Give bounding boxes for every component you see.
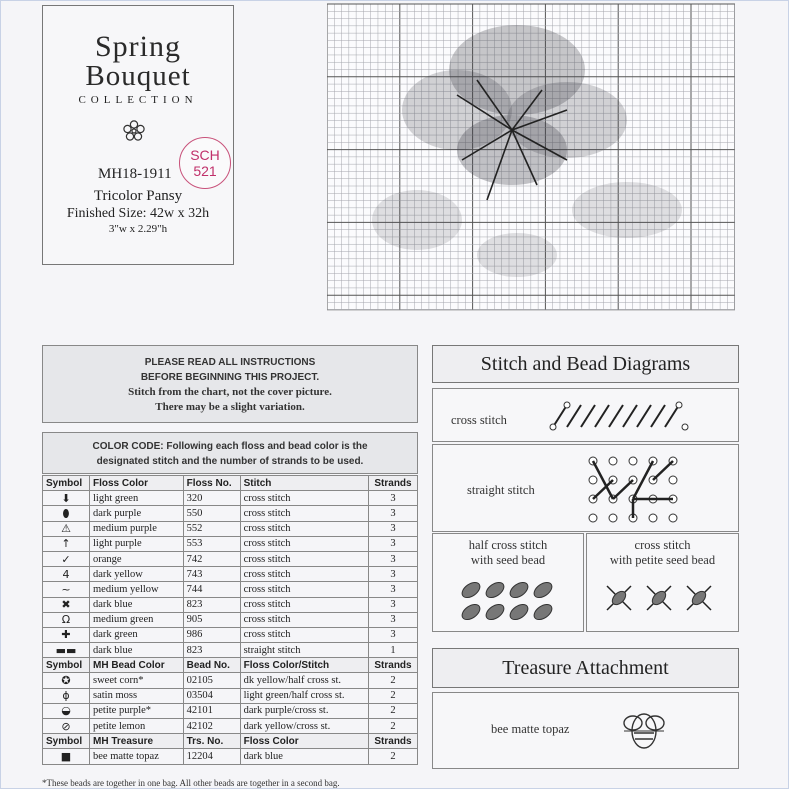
chart-symbol-icon: ■ xyxy=(43,749,90,764)
legend-row xyxy=(43,749,418,764)
legend-cell: dark green xyxy=(90,627,184,642)
chart-symbol-icon: ↑ xyxy=(43,536,90,551)
chart-symbol-icon: ɸ xyxy=(43,688,90,703)
legend-cell: cross stitch xyxy=(240,567,368,582)
legend-cell: 2 xyxy=(369,719,418,734)
color-legend-table xyxy=(42,475,418,765)
legend-cell: 42101 xyxy=(183,703,240,718)
instructions-line-4: There may be a slight variation. xyxy=(155,401,305,413)
legend-row xyxy=(43,551,418,566)
half-cross-label-2: with seed bead xyxy=(470,553,546,567)
legend-cell: 743 xyxy=(183,567,240,582)
chart-symbol-icon: ⬮ xyxy=(43,506,90,521)
legend-cell: sweet corn* xyxy=(90,673,184,688)
brand-line-1: Spring xyxy=(94,30,181,63)
legend-cell: 03504 xyxy=(183,688,240,703)
legend-cell: 3 xyxy=(369,506,418,521)
chart-symbol-icon: ✓ xyxy=(43,551,90,566)
legend-cell: petite lemon xyxy=(90,719,184,734)
legend-header-cell: Bead No. xyxy=(183,658,240,673)
legend-cell: dark blue xyxy=(90,597,184,612)
chart-symbol-icon: ~ xyxy=(43,582,90,597)
legend-cell: light green xyxy=(90,491,184,506)
legend-header-cell: Floss Color/Stitch xyxy=(240,658,368,673)
legend-header-cell: Strands xyxy=(369,658,418,673)
legend-cell: 2 xyxy=(369,673,418,688)
legend-cell: 986 xyxy=(183,627,240,642)
legend-header-row xyxy=(43,476,418,491)
legend-cell: 1 xyxy=(369,643,418,658)
legend-cell: 552 xyxy=(183,521,240,536)
color-code-line-2: designated stitch and the number of strands to be used. xyxy=(96,456,364,467)
legend-cell: cross stitch xyxy=(240,612,368,627)
legend-row xyxy=(43,688,418,703)
legend-cell: 3 xyxy=(369,567,418,582)
seed-bead-icon xyxy=(455,576,563,626)
legend-row xyxy=(43,506,418,521)
legend-cell: 2 xyxy=(369,703,418,718)
legend-row xyxy=(43,627,418,642)
chart-symbol-icon: ⚠ xyxy=(43,521,90,536)
legend-header-cell: MH Treasure xyxy=(90,734,184,749)
treasure-attachment-label: bee matte topaz xyxy=(491,722,570,736)
chart-symbol-icon: Ω xyxy=(43,612,90,627)
legend-cell: 3 xyxy=(369,612,418,627)
legend-cell: 3 xyxy=(369,627,418,642)
half-cross-bead-diagram xyxy=(432,533,584,632)
legend-cell: dark blue xyxy=(240,749,368,764)
legend-cell: 2 xyxy=(369,749,418,764)
legend-cell: 3 xyxy=(369,582,418,597)
legend-cell: cross stitch xyxy=(240,491,368,506)
legend-row xyxy=(43,521,418,536)
petite-bead-icon xyxy=(601,578,725,618)
stamp-line-1: SCH xyxy=(190,147,220,163)
legend-header-row xyxy=(43,658,418,673)
legend-row xyxy=(43,567,418,582)
legend-cell: petite purple* xyxy=(90,703,184,718)
instructions-line-1: PLEASE READ ALL INSTRUCTIONS xyxy=(144,357,316,368)
straight-stitch-label: straight stitch xyxy=(467,483,535,497)
product-code: MH18-1911 xyxy=(98,166,172,182)
legend-header-cell: Symbol xyxy=(43,734,90,749)
legend-cell: 553 xyxy=(183,536,240,551)
cross-stitch-label: cross stitch xyxy=(451,413,507,427)
legend-cell: dark yellow xyxy=(90,567,184,582)
legend-row xyxy=(43,536,418,551)
stitch-diagrams-title: Stitch and Bead Diagrams xyxy=(432,345,739,383)
instructions-line-3: Stitch from the chart, not the cover picture. xyxy=(128,386,332,398)
legend-cell: 2 xyxy=(369,688,418,703)
legend-cell: 742 xyxy=(183,551,240,566)
legend-row xyxy=(43,597,418,612)
legend-row xyxy=(43,719,418,734)
finished-size-inches: 3"w x 2.29"h xyxy=(108,223,168,235)
legend-cell: straight stitch xyxy=(240,643,368,658)
flower-icon xyxy=(121,118,147,144)
cross-petite-label-2: with petite seed bead xyxy=(609,553,716,567)
cross-stitch-diagram xyxy=(432,388,739,442)
legend-cell: light green/half cross st. xyxy=(240,688,368,703)
sch-stamp xyxy=(179,137,231,189)
legend-cell: cross stitch xyxy=(240,521,368,536)
chart-symbol-icon: ✖ xyxy=(43,597,90,612)
cross-petite-label-1: cross stitch xyxy=(634,538,691,552)
bee-charm-icon xyxy=(621,703,667,759)
legend-cell: 320 xyxy=(183,491,240,506)
legend-header-cell: Floss No. xyxy=(183,476,240,491)
footnote: *These beads are together in one bag. All other beads are together in a second bag. xyxy=(42,778,340,788)
treasure-attachment-diagram xyxy=(432,692,739,769)
legend-row xyxy=(43,612,418,627)
legend-header-cell: Stitch xyxy=(240,476,368,491)
legend-header-cell: Trs. No. xyxy=(183,734,240,749)
legend-cell: cross stitch xyxy=(240,536,368,551)
legend-cell: dk yellow/half cross st. xyxy=(240,673,368,688)
legend-cell: 3 xyxy=(369,536,418,551)
legend-cell: dark purple xyxy=(90,506,184,521)
instructions-box xyxy=(42,345,418,423)
legend-header-row xyxy=(43,734,418,749)
stamp-line-2: 521 xyxy=(193,163,217,179)
legend-cell: 3 xyxy=(369,597,418,612)
chart-symbol-icon: ◒ xyxy=(43,703,90,718)
legend-cell: 3 xyxy=(369,551,418,566)
legend-cell: 3 xyxy=(369,491,418,506)
legend-cell: 42102 xyxy=(183,719,240,734)
legend-row xyxy=(43,491,418,506)
legend-cell: satin moss xyxy=(90,688,184,703)
pattern-chart xyxy=(327,0,735,313)
chart-symbol-icon: ⬇ xyxy=(43,491,90,506)
legend-row xyxy=(43,582,418,597)
legend-cell: bee matte topaz xyxy=(90,749,184,764)
legend-cell: dark yellow/cross st. xyxy=(240,719,368,734)
legend-cell: 02105 xyxy=(183,673,240,688)
legend-cell: 12204 xyxy=(183,749,240,764)
chart-symbol-icon: ✪ xyxy=(43,673,90,688)
cross-stitch-icon xyxy=(545,397,700,433)
legend-cell: dark blue xyxy=(90,643,184,658)
legend-cell: 823 xyxy=(183,597,240,612)
finished-size: Finished Size: 42w x 32h xyxy=(66,206,210,221)
legend-cell: 3 xyxy=(369,521,418,536)
straight-stitch-diagram xyxy=(432,444,739,532)
legend-cell: medium yellow xyxy=(90,582,184,597)
instructions-line-2: BEFORE BEGINNING THIS PROJECT. xyxy=(140,372,320,383)
legend-cell: dark purple/cross st. xyxy=(240,703,368,718)
legend-row xyxy=(43,643,418,658)
chart-symbol-icon: ▬▬ xyxy=(43,643,90,658)
legend-cell: 905 xyxy=(183,612,240,627)
chart-symbol-icon: ✚ xyxy=(43,627,90,642)
legend-cell: cross stitch xyxy=(240,506,368,521)
legend-cell: 744 xyxy=(183,582,240,597)
half-cross-label-1: half cross stitch xyxy=(468,538,548,552)
legend-cell: medium green xyxy=(90,612,184,627)
legend-cell: 550 xyxy=(183,506,240,521)
legend-header-cell: Floss Color xyxy=(90,476,184,491)
legend-cell: cross stitch xyxy=(240,597,368,612)
legend-row xyxy=(43,703,418,718)
cross-petite-bead-diagram xyxy=(586,533,739,632)
design-name: Tricolor Pansy xyxy=(93,188,183,204)
treasure-attachment-title: Treasure Attachment xyxy=(432,648,739,688)
straight-stitch-icon xyxy=(583,453,693,525)
legend-header-cell: Floss Color xyxy=(240,734,368,749)
legend-row xyxy=(43,673,418,688)
chart-symbol-icon: ⊘ xyxy=(43,719,90,734)
brand-line-2: Bouquet xyxy=(85,60,191,92)
brand-line-3: COLLECTION xyxy=(78,94,198,106)
chart-symbol-icon: 4 xyxy=(43,567,90,582)
legend-header-cell: Symbol xyxy=(43,476,90,491)
legend-cell: cross stitch xyxy=(240,582,368,597)
legend-cell: orange xyxy=(90,551,184,566)
legend-cell: medium purple xyxy=(90,521,184,536)
legend-header-cell: Strands xyxy=(369,734,418,749)
legend-cell: cross stitch xyxy=(240,627,368,642)
legend-cell: 823 xyxy=(183,643,240,658)
legend-header-cell: Symbol xyxy=(43,658,90,673)
legend-header-cell: MH Bead Color xyxy=(90,658,184,673)
legend-header-cell: Strands xyxy=(369,476,418,491)
legend-cell: light purple xyxy=(90,536,184,551)
color-code-line-1: COLOR CODE: Following each floss and bead color is the xyxy=(92,441,368,452)
legend-cell: cross stitch xyxy=(240,551,368,566)
title-card xyxy=(42,5,234,265)
color-code-box xyxy=(42,432,418,474)
